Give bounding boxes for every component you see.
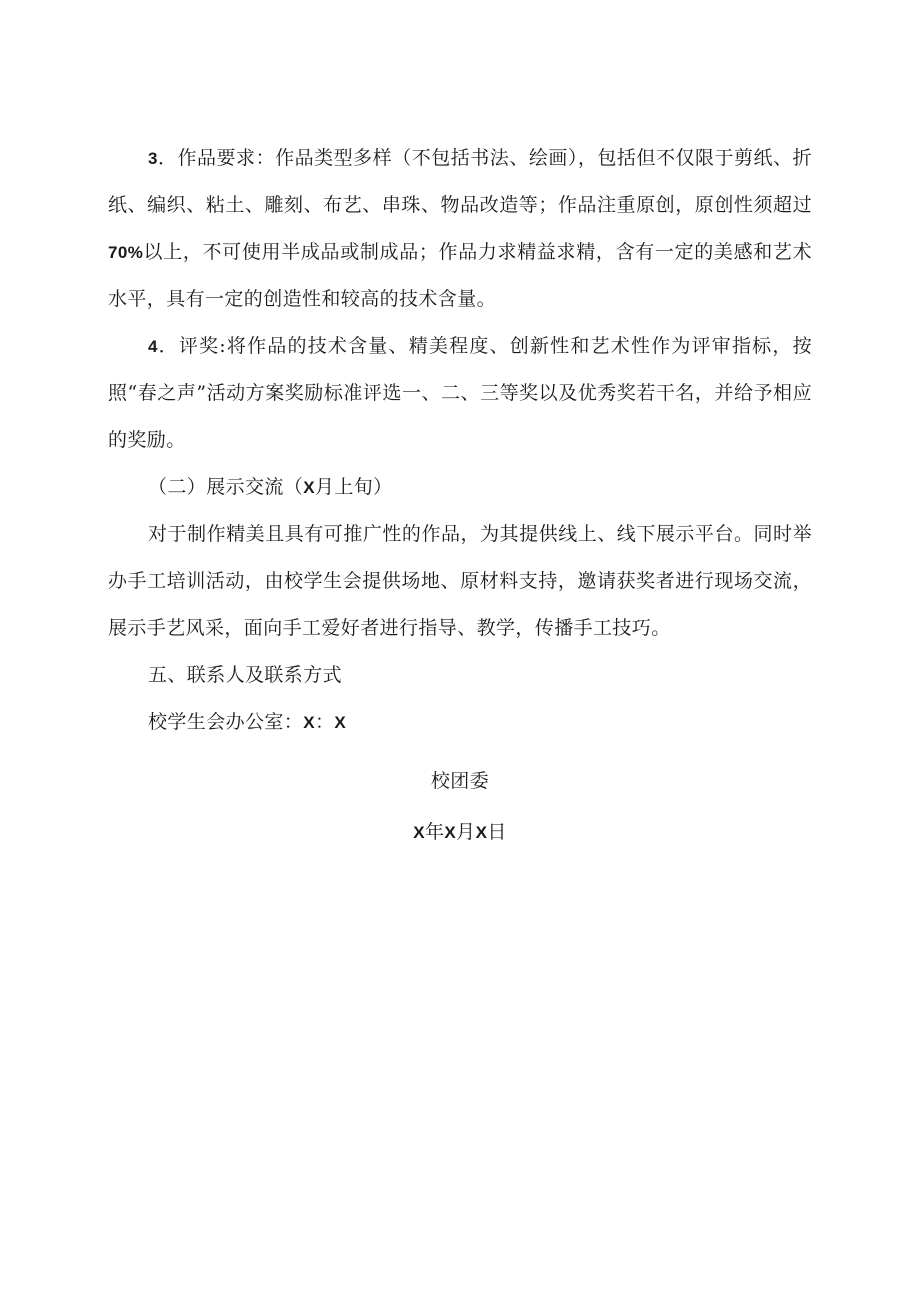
originality-percent: 70%	[108, 243, 144, 262]
signature-org: 校团委	[430, 770, 490, 792]
contact-label: 校学生会办公室：	[148, 711, 304, 733]
item-3-number: 3	[148, 149, 158, 168]
section-2-heading	[108, 464, 812, 511]
document-body	[108, 135, 812, 856]
date-year: X	[413, 823, 426, 842]
item-4-number: 4	[148, 337, 158, 356]
date-day: X	[475, 823, 488, 842]
item-3-paragraph	[108, 135, 812, 323]
section-2-prefix: （二）展示交流（	[148, 476, 304, 498]
section-2-month: X	[303, 478, 315, 497]
section-5-heading: 五、联系人及联系方式	[148, 664, 343, 686]
contact-separator: ：	[314, 711, 335, 733]
item-4-paragraph	[108, 323, 812, 464]
date-day-unit: 日	[487, 821, 507, 843]
display-paragraph: 对于制作精美且具有可推广性的作品，为其提供线上、线下展示平台。同时举办手工培训活动，由校学生会提供场地、原材料支持，邀请获奖者进行现场交流，展示手艺风采，面向手工爱好者进行指导、教学，传播手工技巧。	[108, 523, 812, 639]
date-month: X	[444, 823, 457, 842]
item-4-text: ．评奖:将作品的技术含量、精美程度、创新性和艺术性作为评审指标，按照“春之声”活动方案奖励标准评选一、二、三等奖以及优秀奖若干名，并给予相应的奖励。	[108, 335, 812, 451]
date-year-unit: 年	[425, 821, 445, 843]
signature-date	[108, 809, 812, 856]
item-3-text-after: 以上，不可使用半成品或制成品；作品力求精益求精，含有一定的美感和艺术水平，具有一定的创造性和较高的技术含量。	[108, 241, 812, 310]
section-2-suffix: 月上旬）	[314, 476, 393, 498]
item-3-text: ．作品要求：作品类型多样（不包括书法、绘画），包括但不仅限于剪纸、折纸、编织、粘土、雕刻、布艺、串珠、物品改造等；作品注重原创，原创性须超过	[108, 147, 812, 216]
contact-line	[108, 699, 812, 746]
date-month-unit: 月	[456, 821, 476, 843]
contact-phone: X	[334, 713, 347, 732]
contact-name: X	[303, 713, 315, 732]
